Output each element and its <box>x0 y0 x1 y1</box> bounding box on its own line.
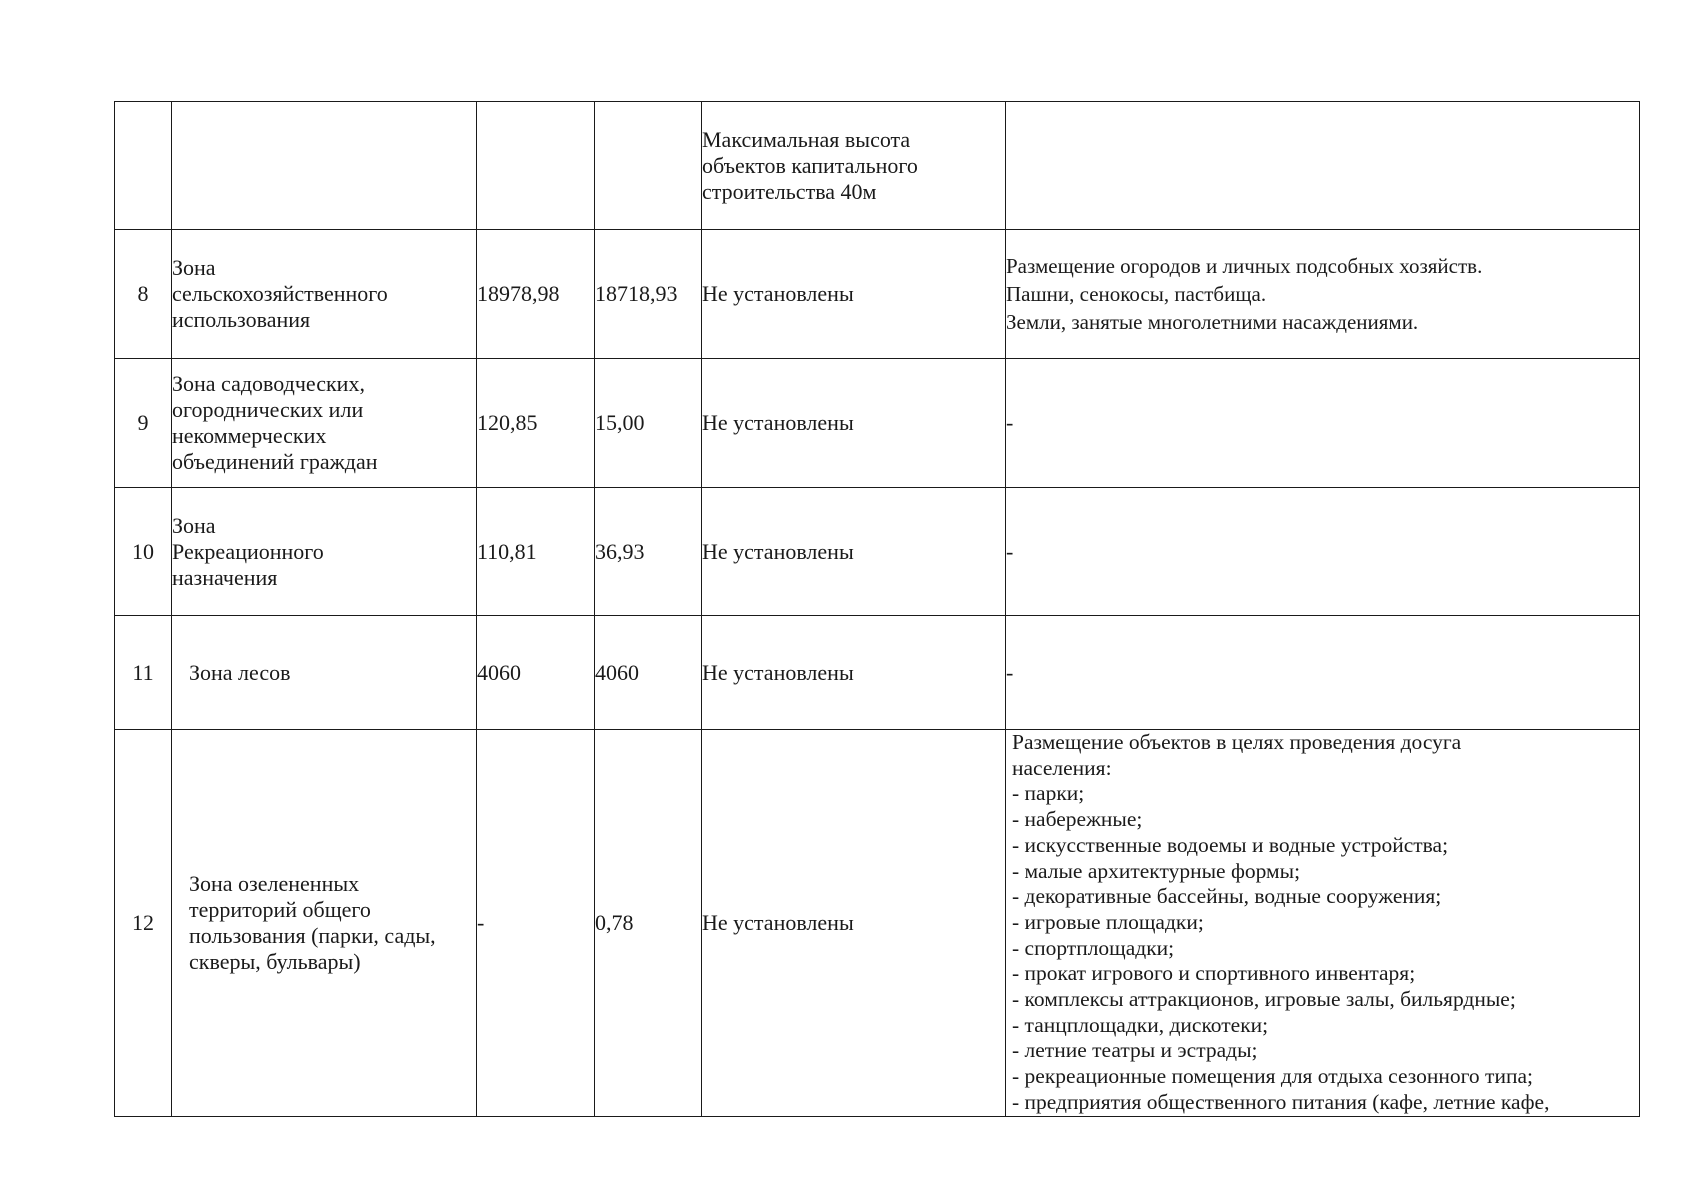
zone-name <box>172 359 477 488</box>
use-line: - танцплощадки, дискотеки; <box>1012 1012 1269 1037</box>
row-number: 10 <box>115 488 172 616</box>
area-2: 4060 <box>595 616 702 730</box>
zone-name-line: Зона лесов <box>189 659 291 685</box>
use-line: - <box>1006 538 1014 564</box>
use-line: Земли, занятые многолетними насаждениями. <box>1006 310 1419 334</box>
zone-name <box>172 616 477 730</box>
permitted-uses <box>1006 230 1640 359</box>
limit-value: Не установлены <box>702 616 1006 730</box>
use-line: - рекреационные помещения для отдыха сезонного типа; <box>1012 1064 1533 1089</box>
zone-name-line: Зона озелененных <box>189 870 360 896</box>
zone-name-line: Зона садоводческих, <box>172 371 365 396</box>
row-number: 8 <box>115 230 172 359</box>
use-line: - <box>1006 659 1014 685</box>
limit-line: объектов капитального <box>702 152 918 178</box>
table-row <box>115 359 1640 488</box>
cell-uses <box>1006 102 1640 230</box>
table-row <box>115 488 1640 616</box>
use-line: - декоративные бассейны, водные сооружения; <box>1012 884 1442 909</box>
zone-name <box>172 488 477 616</box>
zone-name-line: огороднических или <box>172 397 364 422</box>
use-line: - предприятия общественного питания (кафе, летние кафе, <box>1012 1089 1550 1114</box>
table-row <box>115 730 1640 1117</box>
zone-name-line: территорий общего <box>189 896 371 922</box>
area-2: 0,78 <box>595 730 702 1117</box>
use-line: Пашни, сенокосы, пастбища. <box>1006 282 1267 306</box>
use-line: - искусственные водоемы и водные устройства; <box>1012 832 1449 857</box>
use-line: - парки; <box>1012 781 1085 806</box>
area-2: 18718,93 <box>595 230 702 359</box>
zones-table <box>114 101 1640 1117</box>
zone-name-line: объединений граждан <box>172 449 378 474</box>
limit-value: Не установлены <box>702 359 1006 488</box>
cell-area2 <box>595 102 702 230</box>
cell-area1 <box>477 102 595 230</box>
permitted-uses <box>1006 488 1640 616</box>
area-1: 18978,98 <box>477 230 595 359</box>
use-line: - малые архитектурные формы; <box>1012 858 1301 883</box>
use-line: Размещение огородов и личных подсобных хозяйств. <box>1006 254 1483 278</box>
use-line: - <box>1006 410 1014 435</box>
use-line: - летние театры и эстрады; <box>1012 1038 1258 1063</box>
permitted-uses <box>1006 616 1640 730</box>
use-line: - игровые площадки; <box>1012 909 1204 934</box>
area-1: 4060 <box>477 616 595 730</box>
use-line: - спортплощадки; <box>1012 935 1175 960</box>
zone-name-line: сельскохозяйственного <box>172 281 388 306</box>
zone-name-line: Рекреационного <box>172 538 324 564</box>
area-2: 36,93 <box>595 488 702 616</box>
zone-name-line: использования <box>172 307 311 332</box>
row-number: 12 <box>115 730 172 1117</box>
zone-name-line: пользования (парки, сады, <box>189 922 436 948</box>
limit-value: Не установлены <box>702 230 1006 359</box>
zone-name-line: Зона <box>172 512 216 538</box>
cell-name <box>172 102 477 230</box>
zone-name-line: назначения <box>172 564 278 590</box>
limit-line: Максимальная высота <box>702 126 911 152</box>
cell-limit <box>702 102 1006 230</box>
area-1: - <box>477 730 595 1117</box>
zone-name-line: Зона <box>172 255 216 280</box>
use-line: Размещение объектов в целях проведения досуга <box>1012 730 1462 754</box>
cell-num <box>115 102 172 230</box>
row-number: 11 <box>115 616 172 730</box>
limit-value: Не установлены <box>702 730 1006 1117</box>
use-line: населения: <box>1012 755 1112 780</box>
use-line: - набережные; <box>1012 807 1143 832</box>
zone-name-line: некоммерческих <box>172 423 327 448</box>
area-1: 110,81 <box>477 488 595 616</box>
permitted-uses <box>1006 359 1640 488</box>
zone-name-line: скверы, бульвары) <box>189 948 361 974</box>
use-line: - прокат игрового и спортивного инвентаря; <box>1012 961 1416 986</box>
limit-line: строительства 40м <box>702 178 877 204</box>
table-row <box>115 230 1640 359</box>
zone-name <box>172 230 477 359</box>
table-row <box>115 616 1640 730</box>
limit-value: Не установлены <box>702 488 1006 616</box>
area-2: 15,00 <box>595 359 702 488</box>
table-row-continuation <box>115 102 1640 230</box>
zone-name <box>172 730 477 1117</box>
permitted-uses <box>1006 730 1640 1117</box>
area-1: 120,85 <box>477 359 595 488</box>
row-number: 9 <box>115 359 172 488</box>
use-line: - комплексы аттракционов, игровые залы, бильярдные; <box>1012 987 1516 1012</box>
